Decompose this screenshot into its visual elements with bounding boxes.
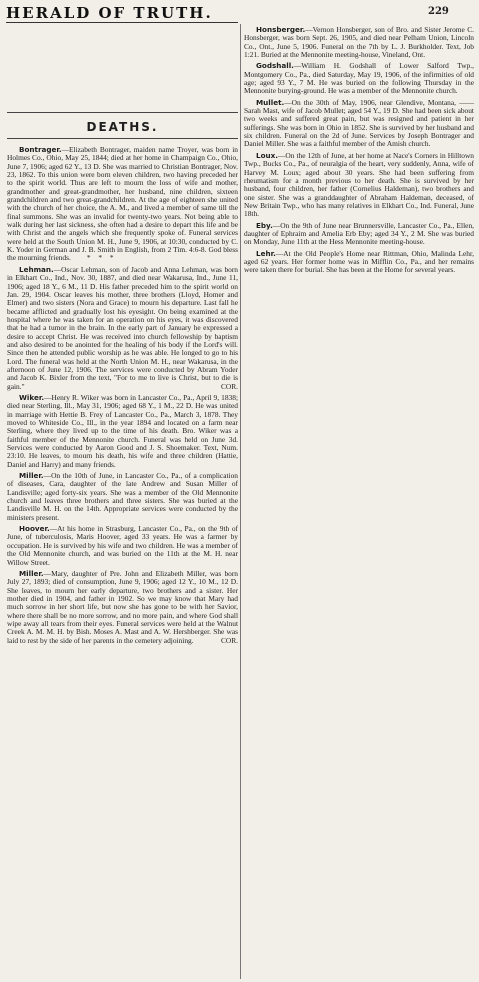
- right-column: [244, 26, 474, 278]
- obituary-name: Hoover.: [19, 524, 50, 534]
- masthead-rule: [6, 22, 238, 23]
- obituary-name: Miller.: [19, 568, 44, 578]
- obituary-entry: [244, 222, 474, 247]
- obituary-text: —At the Old People's Home near Rittman, Ohio, Malinda Lehr, aged 62 years. Her former home was in Mifflin Co., Pa., and her remains were taken there for burial. She has been at the Home for several years.: [244, 248, 474, 275]
- obituary-text: —Oscar Lehman, son of Jacob and Anna Lehman, was born in Elkhart Co., Ind., Nov. 30, 1887, and died near Wakarusa, Ind., June 11, 1906; aged 18 Y., 6 M., 11 D. His father preceded him to the spirit world on Jan. 29, 1904. Oscar leaves his mother, three brothers (Lloyd, Homer and Elmer) and two sisters (Nora and Grace) to mourn his departure. Last fall he became afflicted and gradually lost his eyesight. On being examined at the hospital where he was taken for an operation on his eyes, it was discovered that he had a tumor in the brain. In the early part of January he expressed a desire to accept Christ. He was received into church fellowship by baptism and also desired to be anointed for the healing of his body if the Lord's will. Since then he attended public worship as he was able. He longed to go to his Lord. The funeral was held at the North Union M. H., near Wakarusa, in the afternoon of June 12, 1906. The services were conducted by Abram Yoder and Jacob K. Bixler from the text, "For to me to live is Christ, but to die is gain.": [7, 264, 238, 391]
- obituary-entry: [7, 146, 238, 263]
- obituary-name: Honsberger.: [256, 25, 306, 34]
- obituary-name: Lehr.: [256, 248, 276, 258]
- obituary-text: —Vernon Honsberger, son of Bro. and Sister Jerome C. Honsberger, was born Sept. 26, 1905, and died near Pelham Union, Lincoln Co., Ont., June 5, 1906. Funeral on the 7th by L. J. Burkholder. Text, Job 1:21. Buried at the Mennonite meeting-house, Vineland, Ont.: [244, 25, 474, 60]
- obituary-name: Mullet.: [256, 97, 285, 107]
- section-title: DEATHS.: [86, 120, 159, 134]
- obituary-name: Bontrager.: [19, 145, 62, 154]
- obituary-text: —On the 9th of June near Brunnersville, Lancaster Co., Pa., Ellen, daughter of Ephraim and Amelia Erb Eby; aged 34 Y., 2 M. She was buried on Monday, June 11th at the Hess Mennonite meeting-house.: [244, 220, 474, 247]
- obituary-entry: [244, 250, 474, 275]
- column-divider: [240, 24, 241, 979]
- obituary-entry: [7, 266, 238, 391]
- obituary-text: —On the 30th of May, 1906, near Glendive, Montana, —— Sarah Mast, wife of Jacob Mullet; aged 54 Y., 19 D. She had been sick about two weeks and suffered great pain, but was resigned and patient in her sufferings. She was born in Ohio in 1852. She is survived by her husband and six children. Funeral on the 2d of June. Services by Joseph Bontrager and Daniel Miller. She was a faithful member of the Amish church.: [244, 97, 474, 149]
- obituary-entry: [7, 570, 238, 645]
- obituary-text: —Henry R. Wiker was born in Lancaster Co., Pa., April 9, 1838; died near Sterling, Ill., May 31, 1906; aged 68 Y., 1 M., 22 D. He was united in marriage with Hettie B. Frey of Lancaster Co., Pa., March 3, 1878. They moved to Whiteside Co., Ill., in the year 1894 and located on a farm near Sterling, where they lived up to the time of his death. Bro. Wiker was a faithful member of the Mennonite church. Funeral was held on June 3d. Services were conducted by Aaron Good and J. S. Shoemaker. Text, Num. 23:10. He leaves, to mourn his death, his wife and three children (Hattie, Daniel and Harry) and many friends.: [7, 392, 238, 469]
- obituary-signature: COR.: [220, 635, 238, 645]
- obituary-signature: * * *: [86, 253, 117, 263]
- obituary-entry: [244, 99, 474, 149]
- section-rule-bottom: [7, 138, 238, 139]
- obituary-name: Eby.: [256, 220, 273, 230]
- page-number: 229: [428, 6, 449, 17]
- obituary-signature: COR.: [220, 381, 238, 391]
- obituary-name: Loux.: [256, 150, 279, 160]
- obituary-text: —On the 12th of June, at her home at Nace's Corners in Hilltown Twp., Bucks Co., Pa., of neuralgia of the heart, very suddenly, Anna, wife of Harvey M. Loux; aged about 30 years. She had been suffering from rheumatism for a month previous to her death. She is survived by her husband, four children, her father (Cornelius Haldeman), two brothers and one sister. She was a granddaughter of Abraham Haldeman, deceased, of New Britain Twp., who has many relatives in Elkhart Co., Ind. Funeral, June 18th.: [244, 150, 474, 219]
- obituary-entry: [7, 472, 238, 522]
- obituary-text: —Mary, daughter of Pre. John and Elizabeth Miller, was born July 27, 1893; died of consumption, June 9, 1906; aged 12 Y., 10 M., 12 D. She leaves, to mourn her early departure, two brothers and a sister. Her mother died in 1904, and father in 1902. So we may know that Mary had much sorrow in her short life, but now she has gone to be with her Savior, where there shall be no more sorrow, and no more pain, and where God shall wipe away all tears from their eyes. Funeral services were held at the Walnut Creek A. M. M. H. by Bish. Moses A. Mast and A. W. Hershberger. She was laid to rest by the side of her parents in the cemetery adjoining.: [7, 568, 238, 645]
- obituary-text: —At his home in Strasburg, Lancaster Co., Pa., on the 9th of June, of tuberculosis, Maris Hoover, aged 33 years. He was a farmer by occupation. He is survived by his wife and two children. He was a member of the Old Mennonite church, and was buried on the 11th at the M. H. near Willow Street.: [7, 524, 238, 567]
- obituary-name: Lehman.: [19, 264, 54, 274]
- obituary-entry: [7, 394, 238, 469]
- obituary-entry: [244, 62, 474, 95]
- obituary-name: Miller.: [19, 471, 44, 481]
- obituary-text: —On the 10th of June, in Lancaster Co., Pa., of a complication of diseases, Cara, daughter of the late Andrew and Susan Miller of Landisville; aged forty-six years. She was a member of the Old Mennonite church and leaves three brothers and three sisters. She was buried at the Landisville M. H. on the 14th. Appropriate services were conducted by the ministers present.: [7, 471, 238, 522]
- obituary-entry: [244, 152, 474, 219]
- obituary-name: Wiker.: [19, 392, 45, 402]
- section-rule-top: [7, 112, 238, 113]
- obituary-name: Godshall.: [256, 61, 294, 71]
- obituary-text: —William H. Godshall of Lower Salford Twp., Montgomery Co., Pa., died Saturday, May 19, 1906, of the infirmities of old age; aged 93 Y., 7 M. He was buried on the following Thursday in the Mennonite burying-ground. He was a member of the Mennonite church.: [244, 61, 474, 96]
- obituary-entry: [7, 525, 238, 567]
- masthead: HERALD OF TRUTH.: [6, 4, 213, 22]
- obituary-entry: [244, 26, 474, 59]
- left-column: [7, 146, 238, 648]
- obituary-text: —Elizabeth Bontrager, maiden name Troyer, was born in Holmes Co., Ohio, May 25, 1844; died at her home in Champaign Co., Ohio, June 7, 1906; aged 62 Y., 13 D. She was married to Christian Bontrager, Nov. 23, 1862. To this union were born eleven children, two having preceded her to the spirit world. Thus are left to mourn the loss of wife and mother, grandmother and great-grandmother, her husband, nine children, sixteen grandchildren and two great-grandchildren. At the age of eighteen she united with the church of her choice, the A. M., and lived a member of same till the final summons. She was an invalid for twenty-two years. Not being able to walk during her last sickness, she often had a desire to depart this life and be with Christ and the angels which she frequently spoke of. Funeral services were held at the South Union M. H., June 9, 1906, at 10:30, conducted by C. K. Yoder in German and J. B. Smith in English, from 2 Tim. 4:6-8. God bless the mourning friends.: [7, 145, 238, 263]
